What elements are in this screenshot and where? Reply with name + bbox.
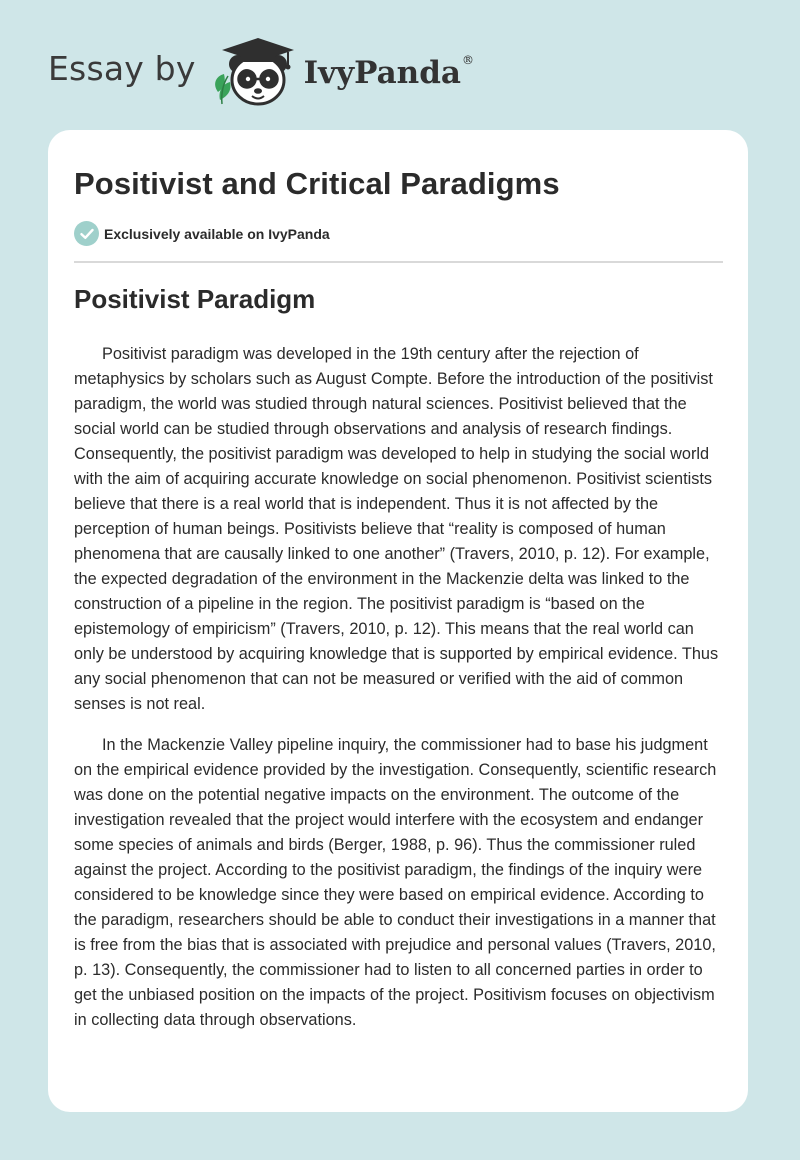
- panda-graduate-icon: [208, 34, 304, 110]
- section-heading: Positivist Paradigm: [74, 284, 316, 314]
- badge-text: Exclusively available on IvyPanda: [104, 225, 330, 242]
- body-paragraph: Positivist paradigm was developed in the 19th century after the rejection of metaphysics by scholars such as August Compte. Before the introduction of the positivist paradigm, the world was studied through natural sciences. Positivist believed that the social world can be studied through observations and analysis of research findings. Consequently, the positivist paradigm was developed to help in studying the social world with the aim of acquiring accurate knowledge on social phenomenon. Positivist scientists believe that there is a real world that is independent. Thus it is not affected by the perception of human beings. Positivists believe that “reality is composed of human phenomena that are causally linked to one another” (Travers, 2010, p. 12). For example, the expected degradation of the environment in the Mackenzie delta was linked to the construction of a pipeline in the region. The positivist paradigm is “based on the epistemology of empiricism” (Travers, 2010, p. 12). This means that the real world can only be understood by acquiring knowledge that is supported by empirical evidence. Thus any social phenomenon that can not be measured or verified with the aid of common senses is not real.: [74, 345, 719, 713]
- exclusive-badge: [74, 221, 330, 246]
- article-card: [48, 130, 748, 1112]
- check-circle-icon: [74, 221, 99, 246]
- title-divider: [74, 261, 723, 263]
- site-brand[interactable]: [48, 34, 474, 110]
- trademark-symbol: ®: [461, 53, 474, 67]
- page-title: Positivist and Critical Paradigms: [74, 166, 560, 201]
- brand-name: IvyPanda®: [303, 53, 474, 91]
- body-paragraph: In the Mackenzie Valley pipeline inquiry, the commissioner had to base his judgment on the empirical evidence provided by the investigation. Consequently, scientific research was done on the potential negative impacts on the environment. The outcome of the investigation revealed that the project would interfere with the ecosystem and endanger some species of animals and birds (Berger, 1988, p. 96). Thus the commissioner ruled against the project. According to the positivist paradigm, the findings of the inquiry were considered to be knowledge since they were based on empirical evidence. According to the paradigm, researchers should be able to conduct their investigations in a manner that is free from the bias that is associated with prejudice and personal values (Travers, 2010, p. 13). Consequently, the commissioner had to listen to all concerned parties in order to get the unbiased position on the impacts of the project. Positivism focuses on objectivism in collecting data through observations.: [74, 736, 717, 1029]
- brand-prefix: Essay by: [48, 48, 196, 88]
